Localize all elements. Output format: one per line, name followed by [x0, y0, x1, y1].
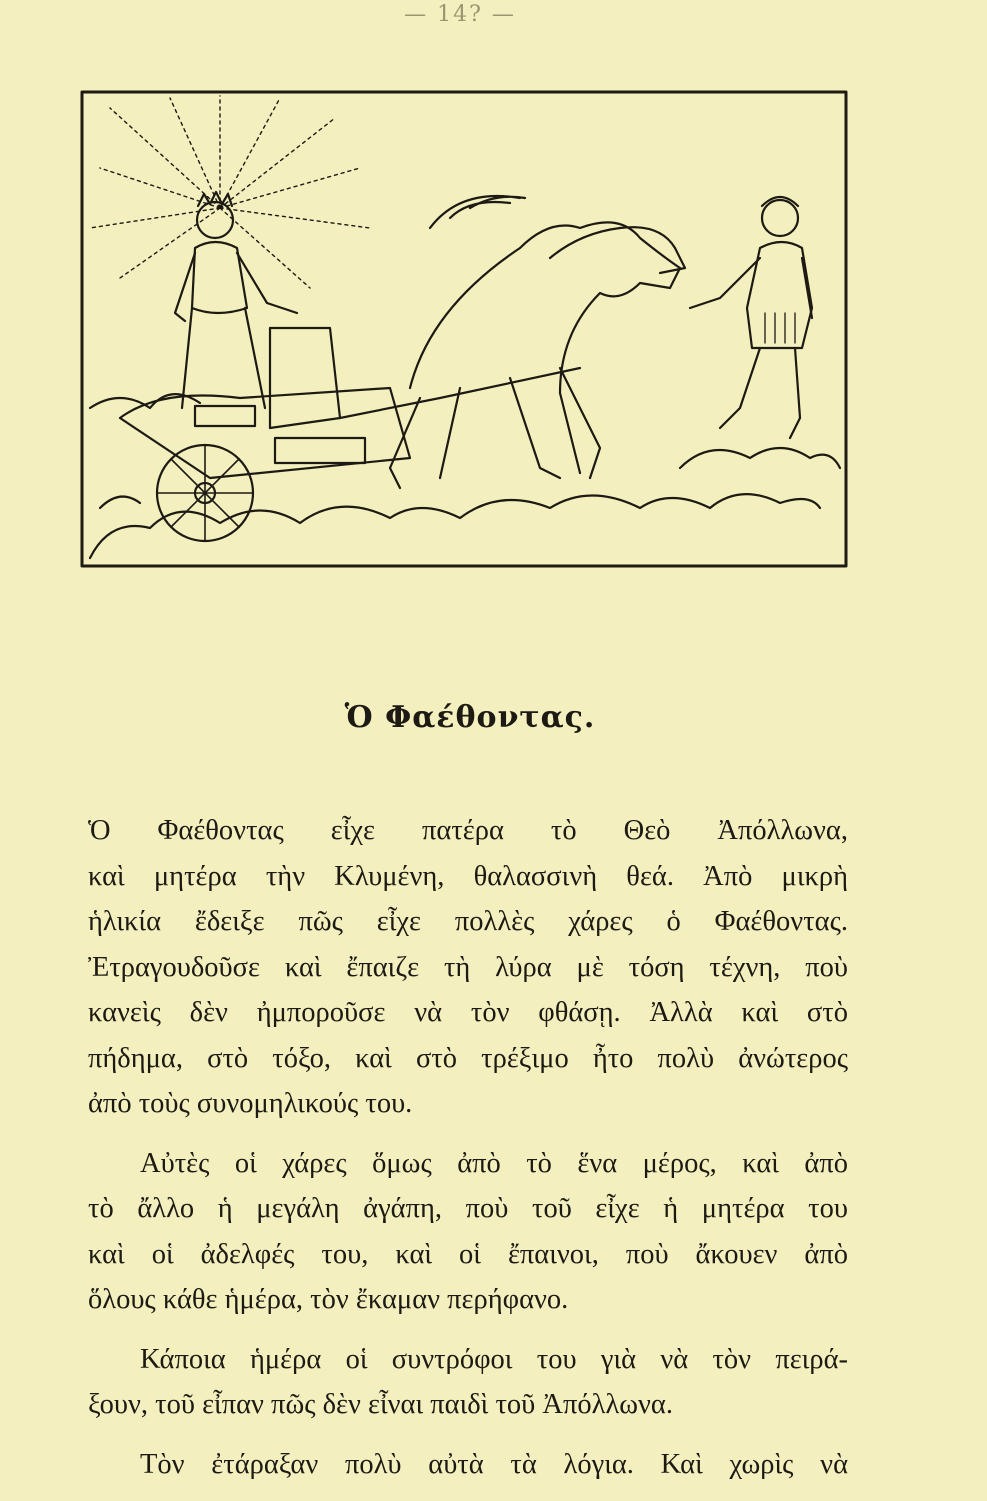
text-line: κανεὶς δὲν ἠμποροῦσε νὰ τὸν φθάσῃ. Ἀλλὰ καὶ στὸ: [88, 997, 848, 1028]
text-line: Τὸν ἐτάραξαν πολὺ αὐτὰ τὰ λόγια. Καὶ χωρὶς νὰ: [140, 1448, 848, 1480]
paragraph-4: [88, 1442, 848, 1488]
paragraph-2: [88, 1141, 848, 1323]
phaethon-apollo-illustration: [80, 88, 850, 570]
text-line: Ὁ Φαέθοντας εἶχε πατέρα τὸ Θεὸ Ἀπόλλωνα,: [88, 815, 848, 846]
chapter-title: Ὁ Φαέθοντας.: [344, 700, 596, 735]
text-line: ἡλικία ἔδειξε πῶς εἶχε πολλὲς χάρες ὁ Φαέθοντας.: [88, 906, 848, 937]
text-line: καὶ οἱ ἀδελφές του, καὶ οἱ ἔπαινοι, ποὺ ἄκουεν ἀπὸ: [88, 1238, 848, 1270]
illustration-drawing: [80, 88, 850, 570]
body-text: [88, 808, 848, 1501]
text-line: πήδημα, στὸ τόξο, καὶ στὸ τρέξιμο ἦτο πολὺ ἀνώτερος: [88, 1042, 848, 1074]
text-line: καὶ μητέρα τὴν Κλυμένη, θαλασσινὴ θεά. Ἀπὸ μικρὴ: [88, 860, 848, 892]
page-number: — 14? —: [404, 2, 516, 27]
text-line: Ἐτραγουδοῦσε καὶ ἔπαιζε τὴ λύρα μὲ τόση τέχνη, ποὺ: [88, 951, 848, 983]
text-line: Αὐτὲς οἱ χάρες ὅμως ἀπὸ τὸ ἕνα μέρος, καὶ ἀπὸ: [140, 1147, 848, 1179]
text-line: ξουν, τοῦ εἶπαν πῶς δὲν εἶναι παιδὶ τοῦ Ἀπόλλωνα.: [88, 1389, 673, 1420]
text-line: Κάποια ἡμέρα οἱ συντρόφοι του γιὰ νὰ τὸν πειρά-: [140, 1343, 848, 1375]
paragraph-1: [88, 808, 848, 1127]
text-line: ἀπὸ τοὺς συνομηλικούς του.: [88, 1088, 413, 1119]
text-line: ὅλους κάθε ἡμέρα, τὸν ἔκαμαν περήφανο.: [88, 1284, 569, 1315]
text-line: τὸ ἄλλο ἡ μεγάλη ἀγάπη, ποὺ τοῦ εἶχε ἡ μητέρα του: [88, 1193, 848, 1224]
paragraph-3: [88, 1337, 848, 1428]
